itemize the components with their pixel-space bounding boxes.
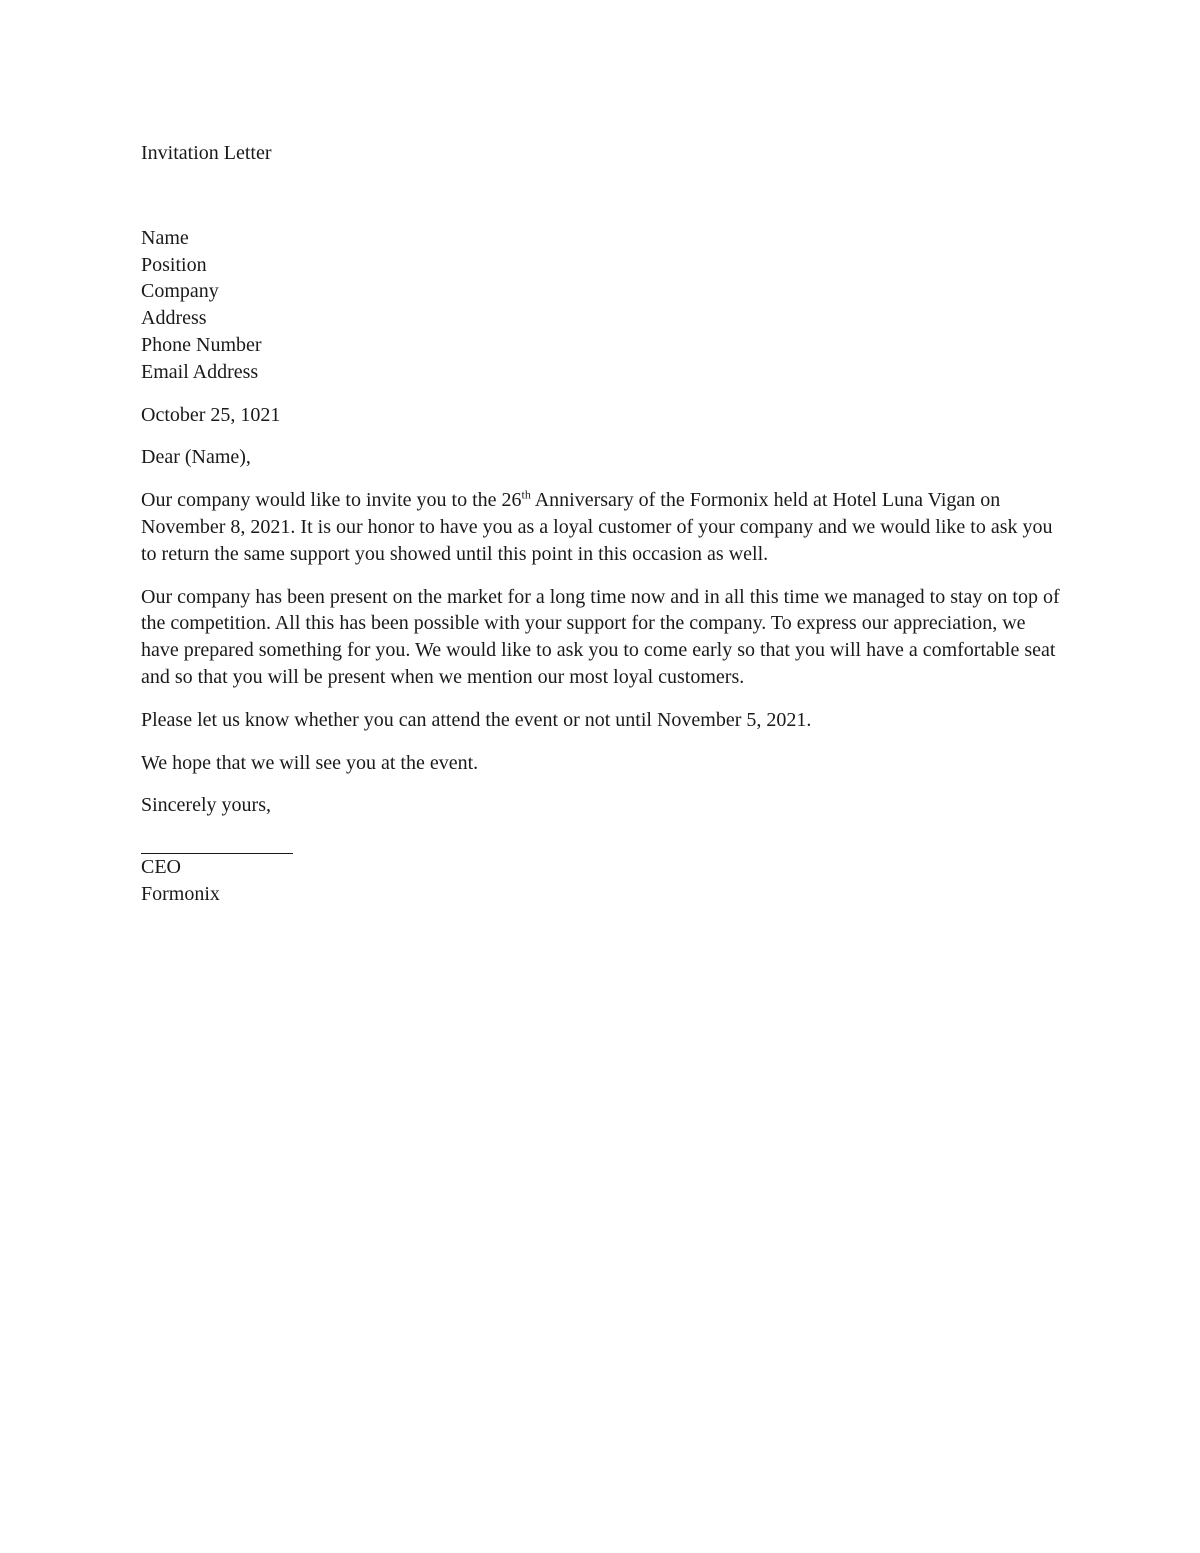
paragraph-invitation <box>141 487 1061 567</box>
letter-title: Invitation Letter <box>141 142 272 164</box>
recipient-phone: Phone Number <box>141 333 262 356</box>
letter-content <box>141 140 1061 908</box>
signature-line <box>141 835 293 854</box>
paragraph-invitation-start: Our company would like to invite you to the 26 <box>141 489 522 512</box>
salutation: Dear (Name), <box>141 446 251 469</box>
paragraph-hope: We hope that we will see you at the event. <box>141 751 479 774</box>
paragraph-history: Our company has been present on the market for a long time now and in all this time we managed to stay on top of the competition. All this has been possible with your support for the company. To express our appreciation, we have prepared something for you. We would like to ask you to come early so that you will have a comfortable seat and so that you will be present when we mention our most loyal customers. <box>141 585 1060 688</box>
letter-date: October 25, 1021 <box>141 403 281 426</box>
signature-title: CEO <box>141 856 181 879</box>
recipient-address: Address <box>141 307 207 330</box>
signature-block <box>141 854 1061 908</box>
recipient-position: Position <box>141 253 207 276</box>
signature-company: Formonix <box>141 882 220 905</box>
paragraph-invitation-rest: Anniversary of the Formonix held at Hotel Luna Vigan on November 8, 2021. It is our honor to have you as a loyal customer of your company and we would like to ask you to return the same support you showed until this point in this occasion as well. <box>141 489 1053 565</box>
closing: Sincerely yours, <box>141 794 271 817</box>
ordinal-suffix: th <box>521 487 531 502</box>
paragraph-rsvp: Please let us know whether you can attend the event or not until November 5, 2021. <box>141 708 812 731</box>
recipient-email: Email Address <box>141 360 259 383</box>
recipient-company: Company <box>141 280 219 303</box>
recipient-name: Name <box>141 226 189 249</box>
recipient-block <box>141 225 1061 386</box>
